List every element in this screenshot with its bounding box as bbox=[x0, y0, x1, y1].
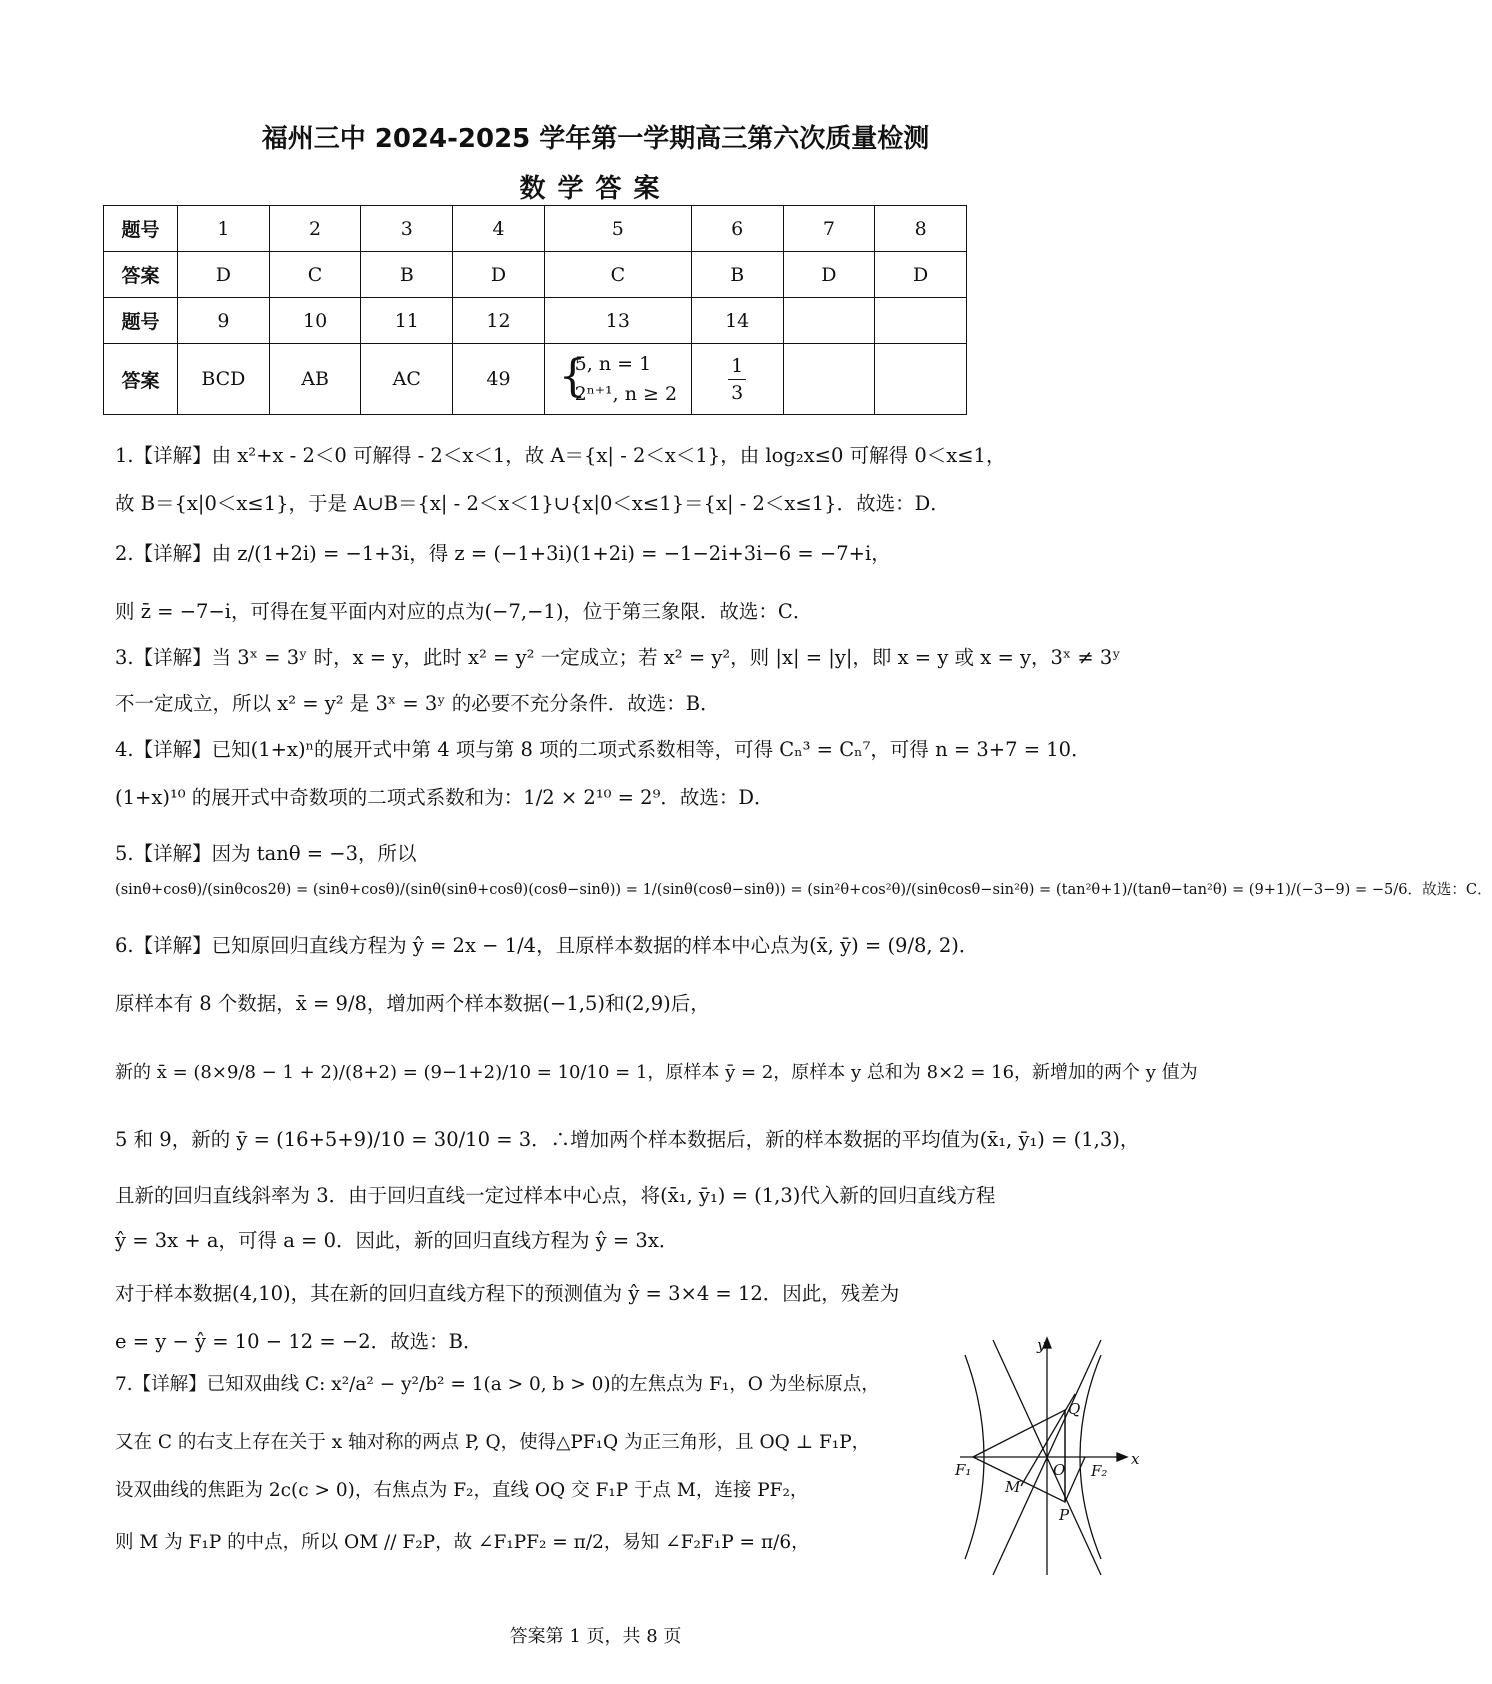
cell-q13 bbox=[544, 344, 691, 415]
solution-6-line-8: e = y − ŷ = 10 − 12 = −2．故选：B． bbox=[115, 1330, 483, 1353]
label-x: x bbox=[1131, 1450, 1140, 1468]
cell: 12 bbox=[453, 298, 545, 344]
hyperbola-figure bbox=[955, 1330, 1155, 1580]
solution-2-line-2: 则 z̄ = −7−i，可得在复平面内对应的点为(−7,−1)，位于第三象限．故选：C． bbox=[115, 600, 813, 623]
solution-2-line-1: 2.【详解】由 z/(1+2i) = −1+3i，得 z = (−1+3i)(1+2i) = −1−2i+3i−6 = −7+i， bbox=[115, 542, 891, 565]
solution-6-line-1: 6.【详解】已知原回归直线方程为 ŷ = 2x − 1/4，且原样本数据的样本中心点为(x̄, ȳ) = (9/8, 2)． bbox=[115, 934, 979, 957]
denominator: 3 bbox=[731, 381, 744, 404]
solution-7-line-3: 设双曲线的焦距为 2c(c > 0)，右焦点为 F₂，直线 OQ 交 F₁P 于点 M，连接 PF₂， bbox=[115, 1480, 809, 1501]
piece-line-2: 2ⁿ⁺¹, n ≥ 2 bbox=[574, 383, 678, 405]
cell: 8 bbox=[875, 206, 967, 252]
table-row bbox=[104, 298, 967, 344]
solution-4-line-2: (1+x)¹⁰ 的展开式中奇数项的二项式系数和为：1/2 × 2¹⁰ = 2⁹．故选：D． bbox=[115, 786, 774, 809]
solution-6-line-6: ŷ = 3x + a，可得 a = 0．因此，新的回归直线方程为 ŷ = 3x． bbox=[115, 1229, 679, 1252]
solution-6-line-3: 新的 x̄ = (8×9/8 − 1 + 2)/(8+2) = (9−1+2)/10 = 10/10 = 1，原样本 ȳ = 2，原样本 y 总和为 8×2 = 16，新增加的两个 y 值为 bbox=[115, 1062, 1198, 1083]
cell: 1 bbox=[178, 206, 270, 252]
piece-line-1: 5, n = 1 bbox=[574, 353, 652, 375]
label-m: M bbox=[1005, 1478, 1021, 1496]
cell bbox=[875, 298, 967, 344]
solution-6-line-7: 对于样本数据(4,10)，其在新的回归直线方程下的预测值为 ŷ = 3×4 = 12．因此，残差为 bbox=[115, 1282, 900, 1305]
page-footer: 答案第 1 页，共 8 页 bbox=[509, 1626, 682, 1647]
cell bbox=[783, 298, 875, 344]
cell: D bbox=[178, 252, 270, 298]
label-o: O bbox=[1053, 1461, 1066, 1479]
table-row bbox=[104, 252, 967, 298]
page-title: 福州三中 2024-2025 学年第一学期高三第六次质量检测 bbox=[261, 124, 930, 154]
cell: 11 bbox=[361, 298, 453, 344]
solution-6-line-4: 5 和 9，新的 ȳ = (16+5+9)/10 = 30/10 = 3．∴增加两个样本数据后，新的样本数据的平均值为(x̄₁, ȳ₁) = (1,3)， bbox=[115, 1128, 1140, 1151]
cell: D bbox=[783, 252, 875, 298]
x-axis-arrow bbox=[1117, 1453, 1127, 1461]
solution-6-line-5: 且新的回归直线斜率为 3．由于回归直线一定过样本中心点，将(x̄₁, ȳ₁) = (1,3)代入新的回归直线方程 bbox=[115, 1184, 996, 1207]
label-p: P bbox=[1059, 1506, 1070, 1524]
cell: 2 bbox=[269, 206, 361, 252]
solution-1-line-1: 1.【详解】由 x²+x - 2＜0 可解得 - 2＜x＜1，故 A＝{x| - 2＜x＜1}，由 log₂x≤0 可解得 0＜x≤1， bbox=[115, 444, 1006, 467]
solution-5-line-2: (sinθ+cosθ)/(sinθcos2θ) = (sinθ+cosθ)/(sinθ(sinθ+cosθ)(cosθ−sinθ)) = 1/(sinθ(cosθ−sinθ)) = (sin²θ+cos²θ)/(sinθcosθ−sin²θ) = (tan²θ+1)/(tanθ−tan²θ) = (9+1)/(−3−9) = −5/6．故选：C． bbox=[115, 881, 1492, 898]
table-row bbox=[104, 206, 967, 252]
cell: 10 bbox=[269, 298, 361, 344]
cell: 14 bbox=[691, 298, 783, 344]
header-question: 题号 bbox=[104, 298, 178, 344]
solution-4-line-1: 4.【详解】已知(1+x)ⁿ的展开式中第 4 项与第 8 项的二项式系数相等，可得 Cₙ³ = Cₙ⁷，可得 n = 3+7 = 10． bbox=[115, 738, 1091, 761]
cell: 7 bbox=[783, 206, 875, 252]
header-answer: 答案 bbox=[104, 344, 178, 415]
cell: 3 bbox=[361, 206, 453, 252]
solution-5-line-1: 5.【详解】因为 tanθ = −3，所以 bbox=[115, 842, 417, 865]
table-row bbox=[104, 344, 967, 415]
cell bbox=[875, 344, 967, 415]
label-q: Q bbox=[1068, 1400, 1081, 1418]
piecewise-answer: { 5, n = 1 2ⁿ⁺¹, n ≥ 2 bbox=[559, 349, 677, 409]
cell: C bbox=[269, 252, 361, 298]
label-y: y bbox=[1037, 1336, 1046, 1354]
solution-3-line-1: 3.【详解】当 3ˣ = 3ʸ 时，x = y，此时 x² = y² 一定成立；若 x² = y²，则 |x| = |y|，即 x = y 或 x = y，3ˣ ≠ 3ʸ bbox=[115, 646, 1121, 669]
solution-3-line-2: 不一定成立，所以 x² = y² 是 3ˣ = 3ʸ 的必要不充分条件．故选：B． bbox=[115, 692, 720, 715]
cell: AB bbox=[269, 344, 361, 415]
fraction-answer bbox=[728, 353, 746, 406]
cell: B bbox=[691, 252, 783, 298]
solution-6-line-2: 原样本有 8 个数据，x̄ = 9/8，增加两个样本数据(−1,5)和(2,9)后， bbox=[115, 992, 710, 1015]
cell: B bbox=[361, 252, 453, 298]
cell: 5 bbox=[544, 206, 691, 252]
cell: C bbox=[544, 252, 691, 298]
cell: 9 bbox=[178, 298, 270, 344]
cell: 4 bbox=[453, 206, 545, 252]
segment-pf2 bbox=[1065, 1457, 1085, 1502]
label-f2: F₂ bbox=[1091, 1462, 1108, 1480]
cell: AC bbox=[361, 344, 453, 415]
cell: 6 bbox=[691, 206, 783, 252]
solution-7-line-4: 则 M 为 F₁P 的中点，所以 OM // F₂P，故 ∠F₁PF₂ = π/2，易知 ∠F₂F₁P = π/6， bbox=[115, 1532, 810, 1553]
line-oq bbox=[1021, 1394, 1075, 1486]
numerator: 1 bbox=[728, 353, 746, 380]
page-subtitle: 数学答案 bbox=[519, 174, 672, 204]
cell: D bbox=[875, 252, 967, 298]
answer-table bbox=[103, 205, 967, 415]
solution-1-line-2: 故 B＝{x|0＜x≤1}，于是 A∪B＝{x| - 2＜x＜1}∪{x|0＜x≤1}＝{x| - 2＜x≤1}．故选：D． bbox=[115, 492, 950, 515]
solution-7-line-1: 7.【详解】已知双曲线 C: x²/a² − y²/b² = 1(a > 0, b > 0)的左焦点为 F₁，O 为坐标原点， bbox=[115, 1374, 880, 1395]
cell-q14 bbox=[691, 344, 783, 415]
cell bbox=[783, 344, 875, 415]
header-question: 题号 bbox=[104, 206, 178, 252]
cell: 13 bbox=[544, 298, 691, 344]
cell: 49 bbox=[453, 344, 545, 415]
solution-7-line-2: 又在 C 的右支上存在关于 x 轴对称的两点 P, Q，使得△PF₁Q 为正三角形，且 OQ ⊥ F₁P， bbox=[115, 1432, 871, 1453]
cell: BCD bbox=[178, 344, 270, 415]
cell: D bbox=[453, 252, 545, 298]
label-f1: F₁ bbox=[955, 1461, 972, 1479]
header-answer: 答案 bbox=[104, 252, 178, 298]
